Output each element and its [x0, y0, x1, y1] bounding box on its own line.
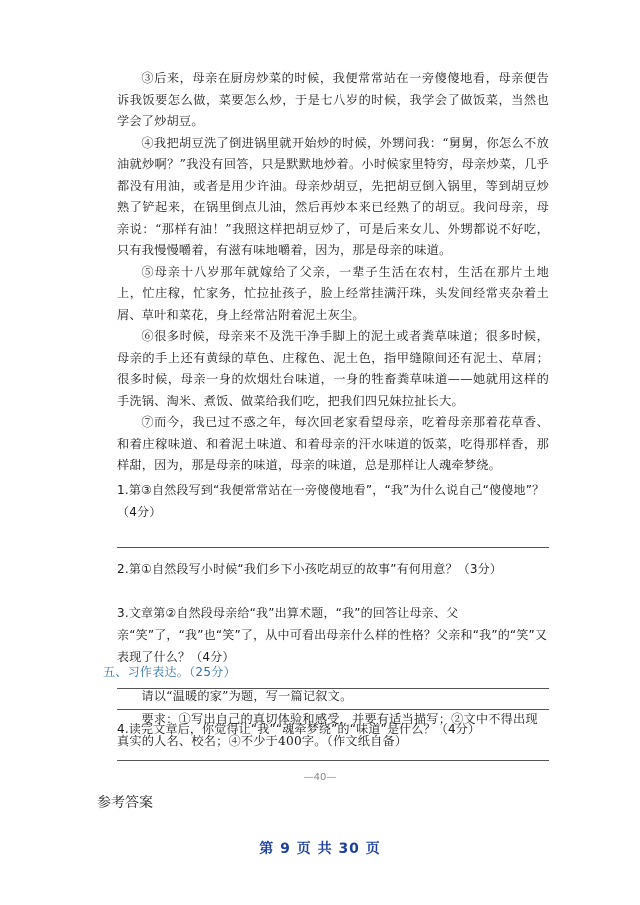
paragraph-4: ④我把胡豆洗了倒进锅里就开始炒的时候，外甥问我：“舅舅，你怎么不放油就炒啊？”我没有回答，只是默默地炒着。小时候家里特穷，母亲炒菜，几乎都没有用油，或者是用少许油。母亲炒胡豆，先把胡豆倒入锅里，等到胡豆炒熟了铲起来，在锅里倒点儿油，然后再炒本来已经熟了的胡豆。我问母亲，母亲说：“那样有油！”我照这样把胡豆炒了，可是后来女儿、外甥都说不好吃，只有我慢慢嚼着，有滋有味地嚼着，因为，那是母亲的味道。: [117, 135, 549, 257]
paragraph-5: ⑤母亲十八岁那年就嫁给了父亲，一辈子生活在农村，生活在那片土地上，忙庄稼，忙家务，忙拉扯孩子，脸上经常挂满汗珠，头发间经常夹杂着土屑、草叶和菜花，身上经常沾附着泥土灰尘。: [117, 264, 549, 322]
paragraph-6: ⑥很多时候，母亲来不及洗干净手脚上的泥土或者粪草味道；很多时候，母亲的手上还有黄绿的草色、庄稼色、泥土色，指甲缝隙间还有泥土、草屑；很多时候，母亲一身的炊烟灶台味道，一身的牲畜粪草味道——她就用这样的手洗锅、淘米、煮饭、做菜给我们吃，把我们四兄妹拉扯长大。: [117, 329, 549, 408]
section-5-title: [103, 663, 236, 680]
paragraph-7: ⑦而今，我已过不惑之年，每次回老家看望母亲，吃着母亲那着花草香、和着庄稼味道、和着泥土味道、和着母亲的汗水味道的饭菜，吃得那样香，那样甜，因为，那是母亲的味道，母亲的味道，总是那样让人魂牵梦绕。: [117, 415, 549, 472]
question-4: 4.读完文章后，你觉得让“我”“魂牵梦绕”的“味道”是什么？（4分）: [117, 721, 481, 736]
question-2: 2.第①自然段写小时候“我们乡下小孩吃胡豆的故事”有何用意？（3分）: [117, 561, 503, 576]
paragraph-3: ③后来，母亲在厨房炒菜的时候，我便常常站在一旁傻傻地看，母亲便告诉我饭要怎么做，菜要怎么炒，于是七八岁的时候，我学会了做饭菜，当然也学会了炒胡豆。: [117, 71, 549, 128]
writing-prompt: 请以“温暖的家”为题，写一篇记叙文。: [141, 689, 353, 703]
answer-line-4[interactable]: [117, 760, 549, 761]
section-5-points: （25分）: [189, 665, 236, 679]
question-3: 3.文章第②自然段母亲给“我”出算术题，“我”的回答让母亲、父亲“笑”了，“我”也“笑”了，从中可看出母亲什么样的性格？父亲和“我”的“笑”又表现了什么？（4分）: [117, 605, 548, 664]
reading-passage: [117, 68, 549, 761]
reference-answers-heading: 参考答案: [97, 795, 153, 811]
writing-requirements: 要求：①写出自己的真切体验和感受，并要有适当描写；②文中不得出现真实的人名、校名；④不少于400字。（作文纸自备）: [117, 712, 538, 748]
page-number: —40—: [303, 772, 337, 783]
section-5-title-text: 五、习作表达。: [103, 665, 190, 679]
question-1: 1.第③自然段写到“我便常常站在一旁傻傻地看”，“我”为什么说自己“傻傻地”？（4分）: [117, 482, 545, 519]
page-footer: 第 9 页 共 30 页: [259, 841, 381, 857]
